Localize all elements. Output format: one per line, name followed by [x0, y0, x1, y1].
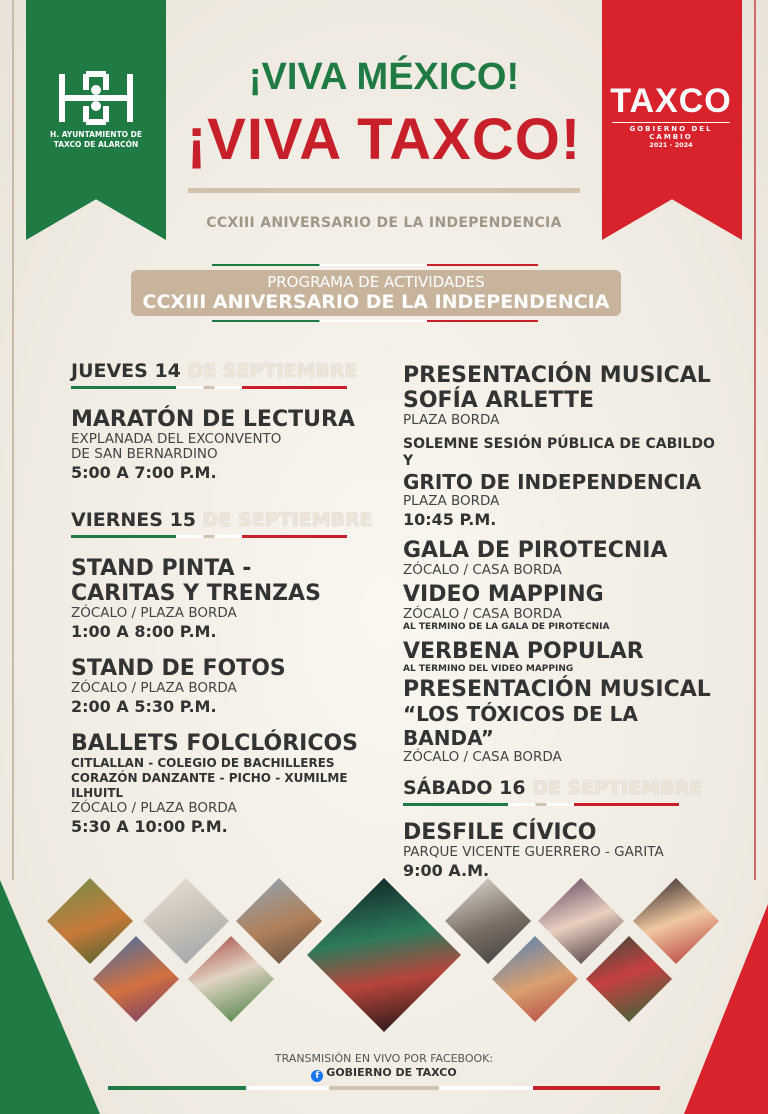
program-line2: CCXIII ANIVERSARIO DE LA INDEPENDENCIA: [142, 291, 610, 313]
event-place: ZÓCALO / PLAZA BORDA: [71, 680, 237, 696]
event-title: VIDEO MAPPING: [403, 582, 604, 607]
day-month: DE SEPTIEMBRE: [202, 509, 373, 531]
day-divider: [403, 803, 679, 806]
event-place: EXPLANADA DEL EXCONVENTO: [71, 431, 282, 447]
day-label: VIERNES 15: [71, 509, 197, 531]
photo-diamond-video-mapping: [307, 878, 461, 1032]
event-place: ZÓCALO / CASA BORDA: [403, 749, 562, 765]
event-title: CARITAS Y TRENZAS: [71, 581, 321, 606]
ayuntamiento-logo-icon: [56, 70, 136, 126]
right-frame-line: [754, 0, 756, 880]
left-frame-line: [12, 0, 14, 880]
taxco-logo: [604, 82, 738, 149]
event-title: STAND DE FOTOS: [71, 656, 286, 681]
day-heading-jueves: [71, 360, 371, 382]
day-divider: [71, 386, 347, 389]
photo-diamond-street: [445, 878, 531, 964]
event-note: AL TERMINO DEL VIDEO MAPPING: [403, 664, 574, 674]
facebook-page-name: GOBIERNO DE TAXCO: [326, 1066, 457, 1079]
event-note: AL TERMINO DE LA GALA DE PIROTECNIA: [403, 622, 610, 632]
event-time: 9:00 A.M.: [403, 861, 490, 880]
event-video-mapping: [403, 582, 723, 633]
day-heading-sabado: [403, 777, 723, 799]
event-place: DE SAN BERNARDINO: [71, 446, 218, 462]
event-place: ZÓCALO / PLAZA BORDA: [71, 800, 237, 816]
event-time: 5:30 A 10:00 P.M.: [71, 817, 228, 836]
event-place: ZÓCALO / CASA BORDA: [403, 606, 562, 622]
title-viva-mexico: ¡VIVA MÉXICO!: [248, 56, 520, 98]
event-groups: CITLALLAN - COLEGIO DE BACHILLERES: [71, 756, 335, 770]
photo-diamond-folklore: [93, 936, 179, 1022]
event-place: PARQUE VICENTE GUERRERO - GARITA: [403, 844, 664, 860]
event-time: 10:45 P.M.: [403, 510, 497, 529]
day-month: DE SEPTIEMBRE: [187, 360, 358, 382]
event-place: PLAZA BORDA: [403, 412, 500, 428]
event-place: ZÓCALO / PLAZA BORDA: [71, 605, 237, 621]
taxco-logo-word: TAXCO: [610, 82, 732, 120]
event-title: STAND PINTA -: [71, 556, 252, 581]
ayuntamiento-name: [30, 130, 162, 150]
event-title: GRITO DE INDEPENDENCIA: [403, 470, 702, 494]
event-title: PRESENTACIÓN MUSICAL: [403, 363, 711, 388]
program-line1: PROGRAMA DE ACTIVIDADES: [267, 273, 485, 291]
event-time: 2:00 A 5:30 P.M.: [71, 697, 217, 716]
ayuntamiento-line2: TAXCO DE ALARCÓN: [53, 140, 139, 149]
event-stand-fotos: [71, 656, 371, 717]
day-month: DE SEPTIEMBRE: [532, 777, 703, 799]
photo-diamond-fireworks: [633, 878, 719, 964]
photo-diamond-singer: [538, 878, 624, 964]
event-desfile: [403, 820, 723, 881]
event-groups: CORAZÓN DANZANTE - PICHO - XUMILME ILHUITL: [71, 771, 348, 800]
event-title: GALA DE PIROTECNIA: [403, 538, 668, 563]
photo-diamond-flag: [586, 936, 672, 1022]
event-title: VERBENA POPULAR: [403, 639, 644, 664]
event-title: “LOS TÓXICOS DE LA BANDA”: [403, 702, 638, 750]
event-maraton: [71, 407, 371, 483]
program-bottom-line: [212, 320, 538, 322]
event-place: ZÓCALO / CASA BORDA: [403, 562, 562, 578]
event-ballets: [71, 731, 371, 837]
facebook-icon: f: [311, 1070, 323, 1082]
left-column: [71, 360, 371, 837]
day-heading-viernes: [71, 509, 371, 531]
footer-tricolor-bar: [108, 1086, 660, 1090]
right-column: [403, 363, 723, 881]
day-divider: [71, 535, 347, 538]
event-time: 5:00 A 7:00 P.M.: [71, 463, 217, 482]
taxco-logo-subtitle: GOBIERNO DEL CAMBIO: [612, 122, 730, 141]
program-top-line: [212, 264, 538, 266]
photo-diamond-plaza: [236, 878, 322, 964]
footer-facebook[interactable]: [230, 1066, 538, 1082]
event-title: PRESENTACIÓN MUSICAL: [403, 677, 711, 702]
event-grito: [403, 436, 723, 530]
event-pirotecnia: [403, 538, 723, 578]
event-toxicos: [403, 677, 723, 765]
event-title: SOFÍA ARLETTE: [403, 388, 595, 413]
photo-diamond-church: [492, 936, 578, 1022]
ayuntamiento-line1: H. AYUNTAMIENTO DE: [49, 130, 143, 139]
event-verbena: [403, 639, 723, 675]
day-label: SÁBADO 16: [403, 777, 526, 799]
event-stand-pinta: [71, 556, 371, 642]
photo-diamond-dancers: [47, 878, 133, 964]
title-divider: [188, 188, 580, 193]
footer-live-text: TRANSMISIÓN EN VIVO POR FACEBOOK:: [274, 1052, 494, 1065]
taxco-logo-years: 2021 - 2024: [649, 141, 693, 149]
event-title: DESFILE CÍVICO: [403, 820, 597, 845]
anniversary-subtitle: CCXIII ANIVERSARIO DE LA INDEPENDENCIA: [206, 215, 562, 231]
event-pre-title: SOLEMNE SESIÓN PÚBLICA DE CABILDO Y: [403, 436, 715, 469]
event-place: PLAZA BORDA: [403, 493, 500, 509]
event-title: BALLETS FOLCLÓRICOS: [71, 731, 359, 756]
program-box: [131, 270, 621, 316]
event-title: MARATÓN DE LECTURA: [71, 407, 355, 432]
event-sofia-arlette: [403, 363, 723, 428]
event-time: 1:00 A 8:00 P.M.: [71, 622, 217, 641]
day-label: JUEVES 14: [71, 360, 181, 382]
title-viva-taxco: ¡VIVA TAXCO!: [186, 107, 582, 172]
